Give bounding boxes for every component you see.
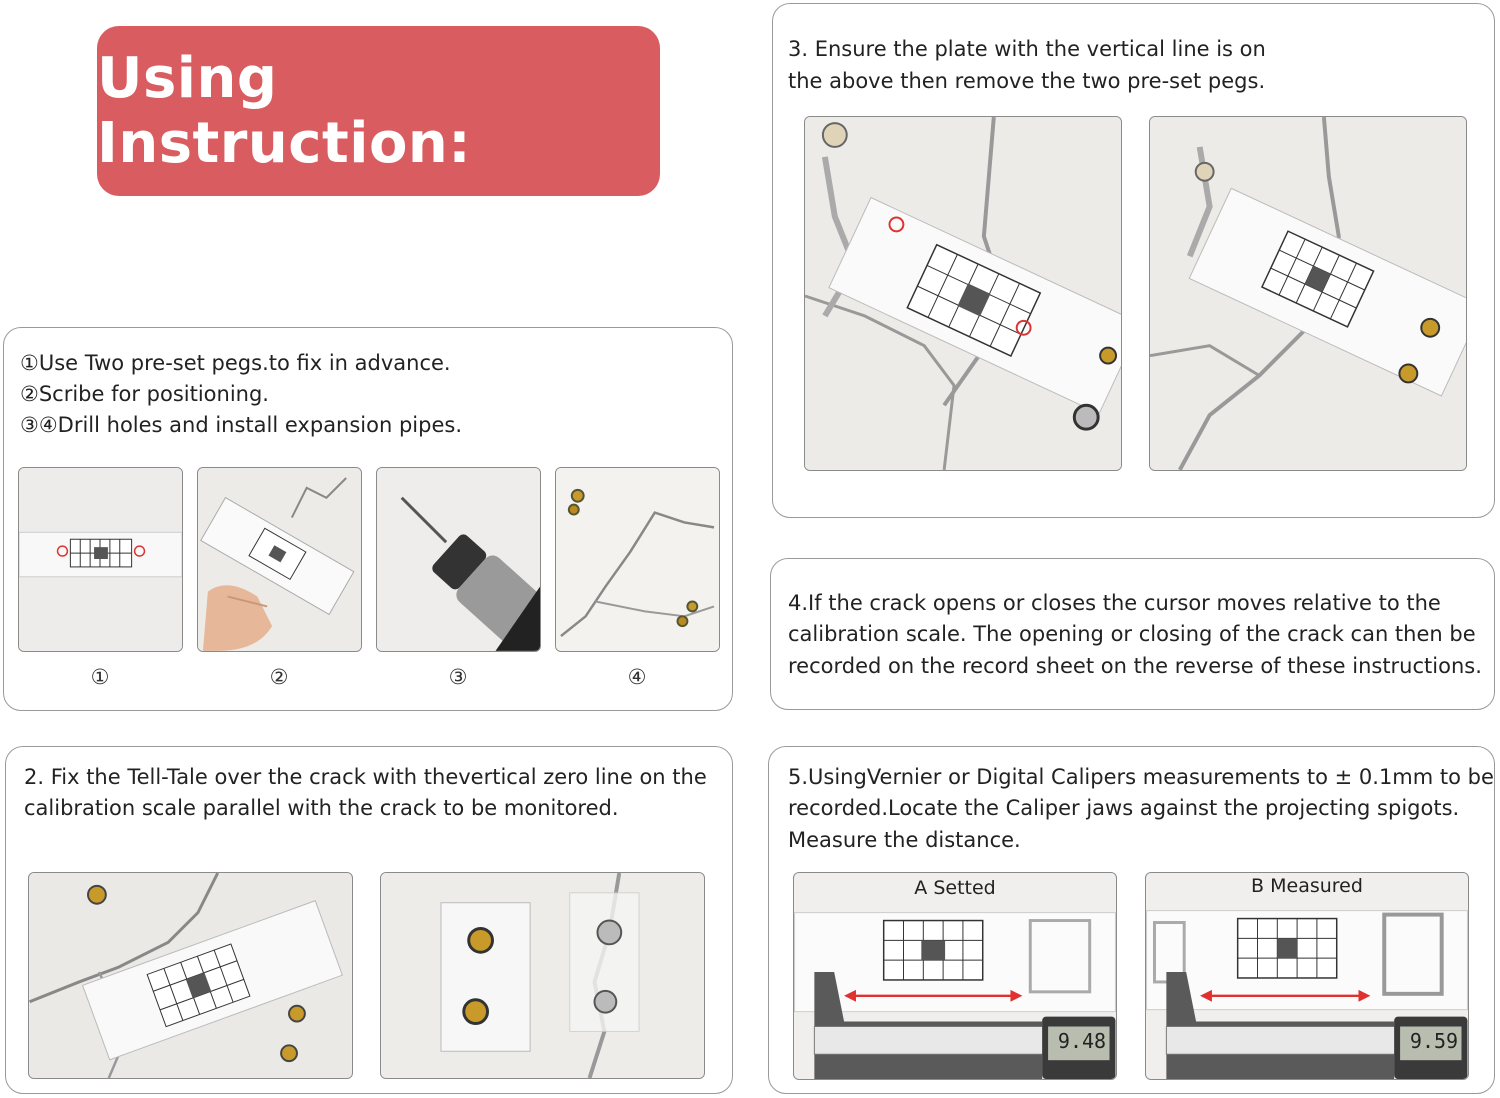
step5-line-2: recorded.Locate the Caliper jaws against the projecting spigots. xyxy=(788,796,1460,820)
step1-photo-drill xyxy=(376,467,541,652)
step5-panel xyxy=(768,746,1495,1094)
step3-line-2: the above then remove the two pre-set pegs. xyxy=(788,69,1266,93)
step5-line-3: Measure the distance. xyxy=(788,828,1021,852)
step5-photo-b-label: B Measured xyxy=(1251,875,1363,897)
step1-line-1: ①Use Two pre-set pegs.to fix in advance. xyxy=(20,351,451,375)
step1-photo-scribe xyxy=(197,467,362,652)
step1-line-2: ②Scribe for positioning. xyxy=(20,382,269,406)
step1-caption-4: ④ xyxy=(627,665,647,689)
step4-line-3: recorded on the record sheet on the reverse of these instructions. xyxy=(788,654,1482,678)
step2-line-2: calibration scale parallel with the crack to be monitored. xyxy=(24,796,619,820)
step5-line-1: 5.UsingVernier or Digital Calipers measurements to ± 0.1mm to be xyxy=(788,765,1494,789)
step1-caption-2: ② xyxy=(269,665,289,689)
step5-reading-b: 9.59 xyxy=(1409,1029,1459,1053)
step1-photo-holes xyxy=(555,467,720,652)
step4-line-1: 4.If the crack opens or closes the cursor moves relative to the xyxy=(788,591,1441,615)
step4-line-2: calibration scale. The opening or closing of the crack can then be xyxy=(788,622,1476,646)
step5-photo-b xyxy=(1145,872,1469,1080)
step4-panel xyxy=(770,558,1495,710)
step1-caption-3: ③ xyxy=(448,665,468,689)
page-title: Using Instruction: xyxy=(97,46,472,176)
step1-line-3: ③④Drill holes and install expansion pipes. xyxy=(20,413,463,437)
step5-reading-a: 9.48 xyxy=(1057,1029,1107,1053)
step2-photo-fix xyxy=(28,872,353,1079)
step5-photo-a xyxy=(793,872,1117,1080)
step1-panel xyxy=(3,327,733,711)
step2-photo-plate xyxy=(380,872,705,1079)
step5-photo-a-label: A Setted xyxy=(914,877,996,899)
step1-caption-1: ① xyxy=(90,665,110,689)
step2-line-1: 2. Fix the Tell-Tale over the crack with thevertical zero line on the xyxy=(24,765,707,789)
step3-photo-before xyxy=(804,116,1122,471)
title-banner xyxy=(97,26,660,196)
step1-photo-pegs xyxy=(18,467,183,652)
step3-photo-after xyxy=(1149,116,1467,471)
step2-panel xyxy=(5,746,733,1094)
step3-panel xyxy=(772,3,1495,518)
step3-line-1: 3. Ensure the plate with the vertical line is on xyxy=(788,37,1266,61)
